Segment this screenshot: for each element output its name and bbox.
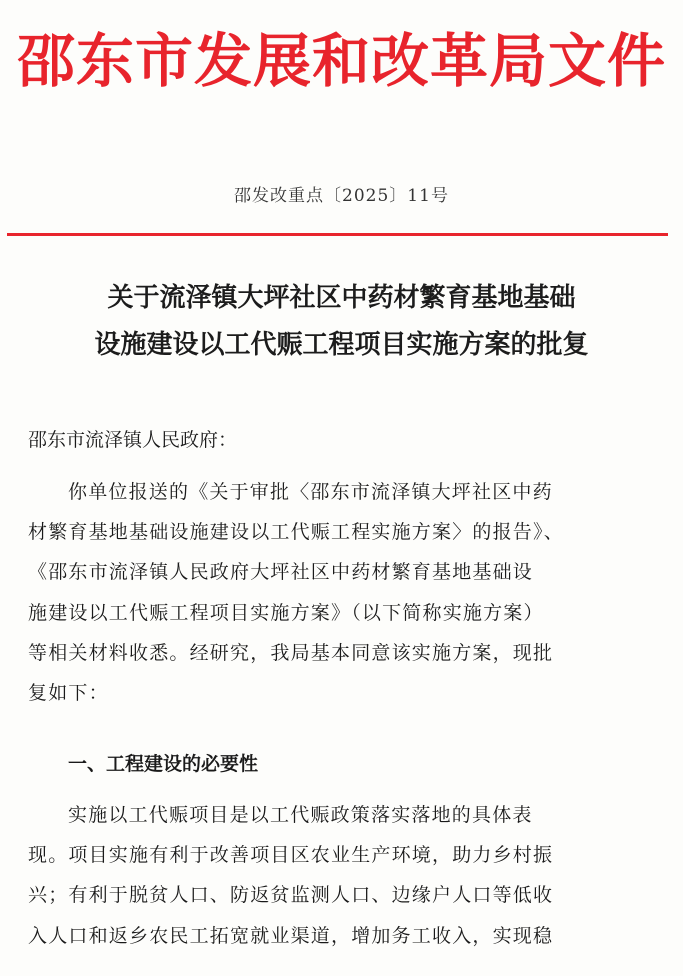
document-number: 邵发改重点〔2025〕11号: [234, 186, 449, 206]
paragraph-line: 实施以工代赈项目是以工代赈政策落实落地的具体表: [68, 804, 533, 826]
paragraph-line: 复如下：: [28, 682, 109, 705]
document-title-line-1: 关于流泽镇大坪社区中药材繁育基地基础: [107, 283, 576, 313]
paragraph-line: 等相关材料收悉。经研究，我局基本同意该实施方案，现批: [28, 641, 554, 664]
paragraph-line: 施建设以工代赈工程项目实施方案》（以下简称实施方案）: [28, 601, 544, 624]
paragraph-line: 入人口和返乡农民工拓宽就业渠道，增加务工收入，实现稳: [28, 924, 554, 947]
paragraph-necessity: [28, 795, 646, 956]
masthead-title: 邵东市发展和改革局文件: [16, 27, 666, 95]
document-title: [0, 275, 683, 369]
paragraph-line: 你单位报送的《关于审批〈邵东市流泽镇大坪社区中药: [68, 481, 553, 503]
paragraph-line: 材繁育基地基础设施建设以工代赈工程实施方案〉的报告》、: [28, 521, 564, 544]
section-heading-necessity: 一、工程建设的必要性: [68, 753, 259, 775]
paragraph-line: 现。项目实施有利于改善项目区农业生产环境，助力乡村振: [28, 844, 554, 867]
paragraph-line: 兴；有利于脱贫人口、防返贫监测人口、边缘户人口等低收: [28, 884, 554, 907]
document-title-line-2: 设施建设以工代赈工程项目实施方案的批复: [94, 330, 589, 360]
paragraph-intro: [28, 472, 646, 713]
red-divider-rule: [7, 233, 668, 236]
addressee: 邵东市流泽镇人民政府：: [28, 429, 238, 451]
paragraph-line: 《邵东市流泽镇人民政府大坪社区中药材繁育基地基础设: [28, 561, 534, 584]
